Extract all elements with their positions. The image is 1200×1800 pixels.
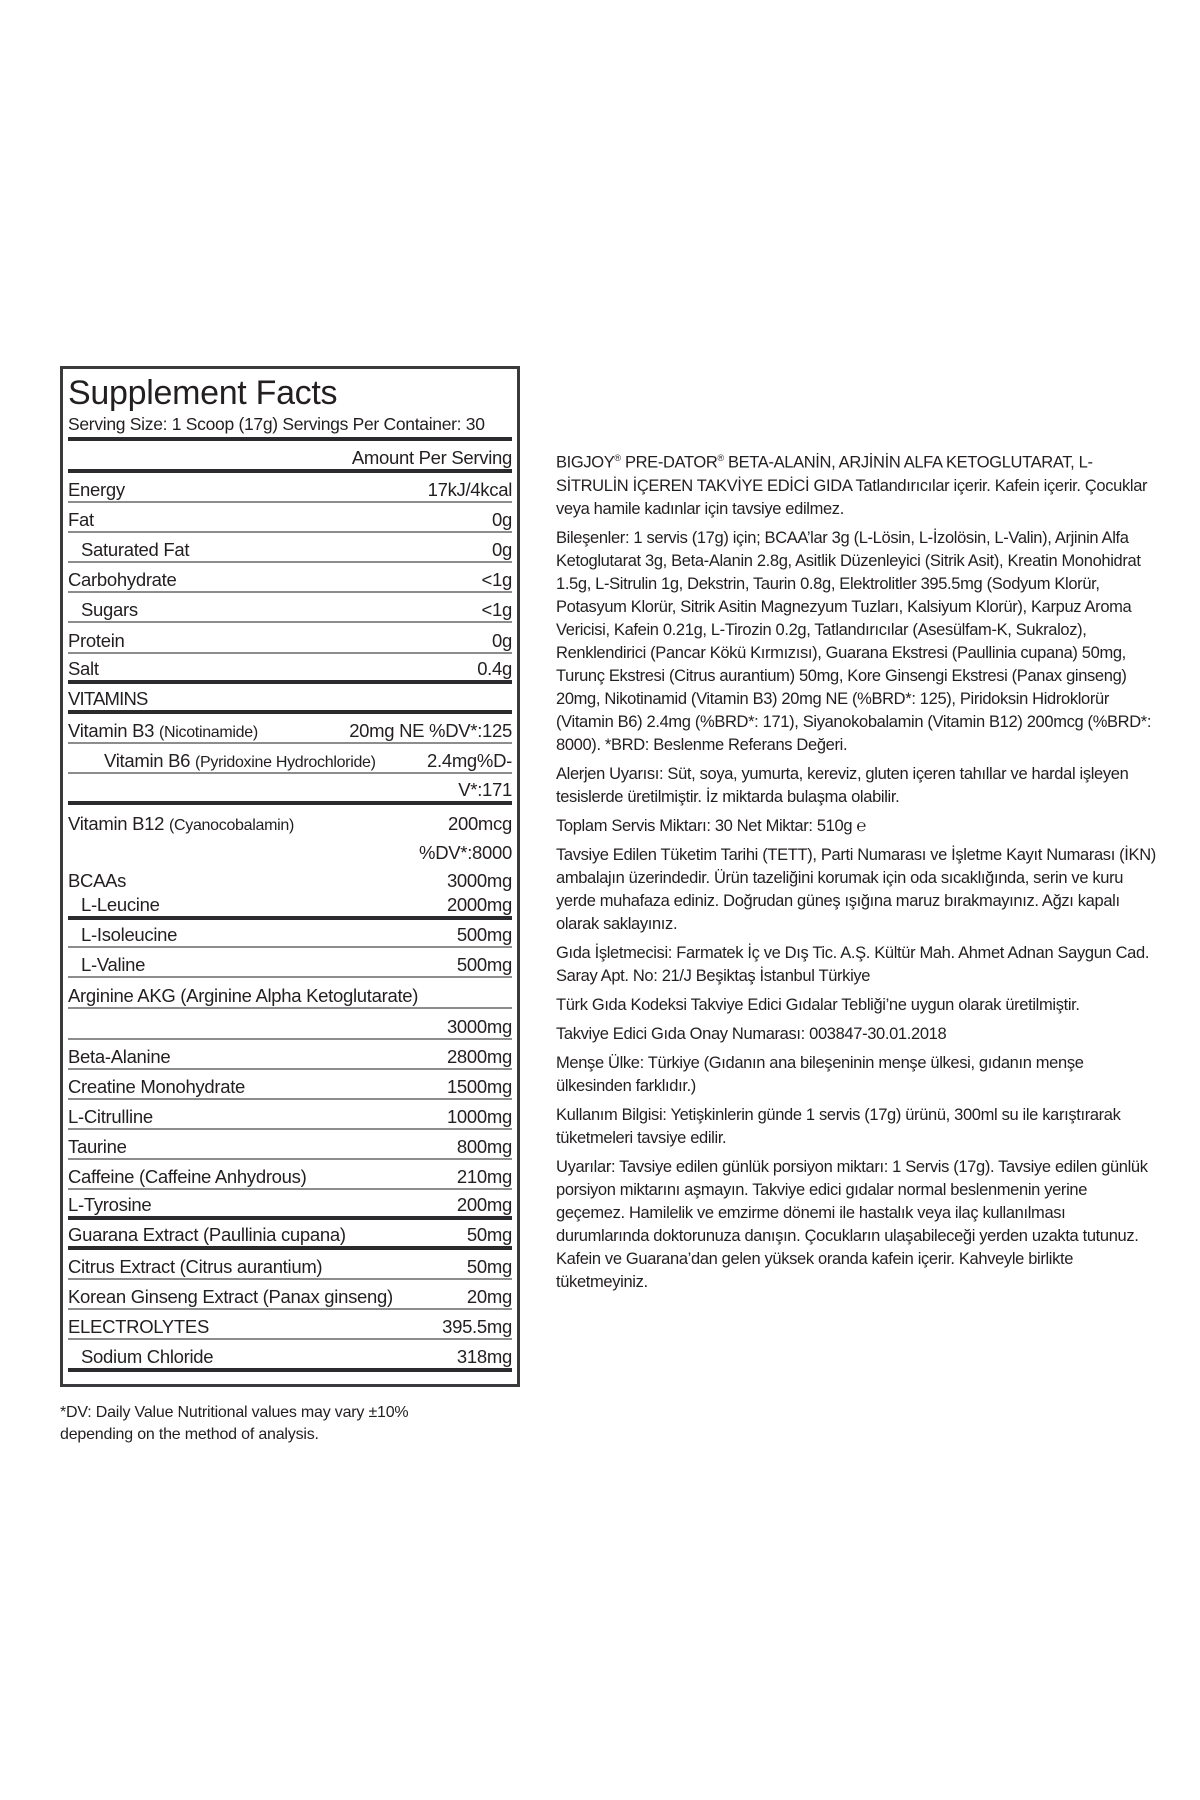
- product-warning: Tatlandırıcılar içerir. Kafein içerir. Çocuklar veya hamile kadınlar için tavsiye edilmez.: [556, 476, 1148, 518]
- nutrient-row-citrus-extract: [68, 1250, 512, 1280]
- nutrient-row-protein: [68, 623, 512, 654]
- nutrient-value: 0g: [492, 630, 512, 651]
- nutrient-value: 500mg: [456, 924, 512, 945]
- nutrient-value: 210mg: [456, 1166, 512, 1187]
- nutrient-label: Sodium Chloride: [81, 1346, 214, 1367]
- food-operator-paragraph: Gıda İşletmecisi: Farmatek İç ve Dış Tic. A.Ş. Kültür Mah. Ahmet Adnan Saygun Cad. Saray Apt. No: 21/J Beşiktaş İstanbul Türkiye: [556, 943, 1150, 985]
- nutrient-label: Korean Ginseng Extract (Panax ginseng): [68, 1286, 393, 1307]
- nutrient-value: 200mcg: [447, 813, 512, 834]
- ingredients-paragraph: Bileşenler: 1 servis (17g) için; BCAA’lar 3g (L-Lösin, L-İzolösin, L-Valin), Arjinin Alfa Ketoglutarat 3g, Beta-Alanin 2.8g, Asitlik Düzenleyici (Sitrik Asit), Kreatin Monohidrat 1.5g, L-Sitrulin 1g, Dekstrin, Taurin 0.8g, Elektrolitler 395.5mg (Sodyum Klorür, Potasyum Klorür, Sitrik Asitin Magnezyum Tuzları, Kalsiyum Klorür), Karpuz Aroma Vericisi, Kafein 0.21g, L-Tirozin 0.2g, Tatlandırıcılar (Asesülfam-K, Sukraloz), Renklendirici (Pancar Kökü Kırmızısı), Guarana Ekstresi (Paullinia cupana) 50mg, Turunç Ekstresi (Citrus aurantium) 50mg, Kore Ginsengi Ekstresi (Panax ginseng) 20mg, Nikotinamid (Vitamin B3) 20mg NE (%BRD*: 125), Piridoksin Hidroklorür (Vitamin B6) 2.4mg (%BRD*: 171), Siyanokobalamin (Vitamin B12) 200mcg (%BRD*: 8000). *BRD: Beslenme Referans Değeri.: [556, 528, 1152, 754]
- brand-name: BIGJOY: [556, 453, 615, 472]
- nutrient-value: 1000mg: [446, 1106, 512, 1127]
- nutrient-label: [68, 813, 294, 835]
- nutrient-row-guarana-extract: [68, 1220, 512, 1250]
- nutrient-value: 20mg: [466, 1286, 512, 1307]
- nutrient-label: Energy: [68, 479, 125, 500]
- registered-mark-icon: ®: [614, 453, 621, 463]
- daily-value-footnote: *DV: Daily Value Nutritional values may vary ±10% depending on the method of analysis.: [60, 1404, 409, 1443]
- turkish-label-text: [556, 447, 1156, 1300]
- nutrient-row-electrolytes: [68, 1310, 512, 1340]
- nutrient-row-arginine-akg: [68, 978, 512, 1009]
- nutrient-source: (Pyridoxine Hydrochloride): [194, 754, 376, 771]
- nutrient-label: Caffeine (Caffeine Anhydrous): [68, 1166, 307, 1187]
- nutrient-row-sugars: [68, 593, 512, 623]
- nutrient-label: Sugars: [81, 599, 138, 620]
- nutrient-value: <1g: [481, 569, 512, 590]
- nutrient-row-vitamin-b6: [68, 744, 512, 774]
- nutrient-label: Creatine Monohydrate: [68, 1076, 246, 1097]
- storage-paragraph: Tavsiye Edilen Tüketim Tarihi (TETT), Parti Numarası ve İşletme Kayıt Numarası (İKN) ambalajın üzerindedir. Ürün tazeliğini korumak için oda sıcaklığında, serin ve kuru yerde muhafaza ediniz. Doğrudan güneş ışığına maruz bırakmayınız. Ağzı kapalı olarak saklayınız.: [556, 845, 1156, 933]
- country-of-origin-paragraph: Menşe Ülke: Türkiye (Gıdanın ana bileşeninin menşe ülkesi, gıdanın menşe ülkesinden farklıdır.): [556, 1053, 1084, 1095]
- nutrient-row-vitamin-b12: [68, 805, 512, 835]
- nutrient-source: (Cyanocobalamin): [168, 817, 295, 834]
- nutrient-row-l-citrulline: [68, 1100, 512, 1130]
- nutrient-row-salt: [68, 654, 512, 684]
- nutrient-value: 395.5mg: [442, 1316, 512, 1337]
- registered-mark-icon: ®: [717, 453, 724, 463]
- nutrient-label: L-Tyrosine: [68, 1194, 152, 1215]
- nutrient-value: 200mg: [456, 1194, 512, 1215]
- nutrient-row-vitamin-b12-continued: [68, 835, 512, 864]
- nutrient-value: 2.4mg%D-: [427, 750, 512, 771]
- nutrient-row-beta-alanine: [68, 1040, 512, 1070]
- nutrient-label: Taurine: [68, 1136, 127, 1157]
- nutrient-value: <1g: [481, 599, 512, 620]
- nutrient-label: Carbohydrate: [68, 569, 177, 590]
- nutrient-label: [68, 720, 258, 742]
- product-name: PRE-DATOR: [620, 453, 718, 472]
- amount-per-serving-label: Amount Per Serving: [351, 447, 512, 468]
- nutrient-name: Vitamin B3: [68, 720, 155, 741]
- nutrient-value: 0g: [492, 539, 512, 560]
- nutrient-value: 2000mg: [446, 894, 512, 915]
- nutrient-value: 20mg NE %DV*:125: [349, 720, 512, 741]
- supplement-facts-content: [68, 369, 512, 1372]
- nutrient-row-l-leucine: [68, 892, 512, 920]
- supplement-facts-panel: [60, 366, 520, 1387]
- nutrient-value: 2800mg: [446, 1046, 512, 1067]
- nutrient-label: Saturated Fat: [81, 539, 190, 560]
- product-description: BETA-ALANİN, ARJİNİN ALFA KETOGLUTARAT, L-SİTRULİN İÇEREN TAKVİYE EDİCİ GIDA: [556, 453, 1093, 495]
- nutrient-label: L-Valine: [81, 954, 146, 975]
- nutrient-name: Vitamin B12: [68, 813, 165, 834]
- nutrient-row-sodium-chloride: [68, 1340, 512, 1372]
- nutrient-label: Citrus Extract (Citrus aurantium): [68, 1256, 323, 1277]
- nutrient-label: Beta-Alanine: [68, 1046, 171, 1067]
- nutrient-row-korean-ginseng-extract: [68, 1280, 512, 1310]
- nutrient-label: [68, 750, 376, 772]
- nutrient-row-l-valine: [68, 948, 512, 978]
- nutrient-value: 0.4g: [477, 658, 512, 679]
- nutrient-label: Protein: [68, 630, 125, 651]
- nutrient-row-creatine-monohydrate: [68, 1070, 512, 1100]
- nutrient-label: Fat: [68, 509, 94, 530]
- nutrient-row-carbohydrate: [68, 563, 512, 593]
- codex-compliance-paragraph: Türk Gıda Kodeksi Takviye Edici Gıdalar Tebliği’ne uygun olarak üretilmiştir.: [556, 995, 1080, 1014]
- usage-info-paragraph: Kullanım Bilgisi: Yetişkinlerin günde 1 servis (17g) ürünü, 300ml su ile karıştırarak tüketmeleri tavsiye edilir.: [556, 1105, 1121, 1147]
- nutrient-label: L-Citrulline: [68, 1106, 153, 1127]
- supplement-facts-title: Supplement Facts: [68, 374, 338, 412]
- allergen-warning-paragraph: Alerjen Uyarısı: Süt, soya, yumurta, kereviz, gluten içeren tahıllar ve hardal işleyen tesislerde üretilmiştir. İz miktarda bulaşma olabilir.: [556, 764, 1129, 806]
- nutrient-label: ELECTROLYTES: [68, 1316, 210, 1337]
- nutrient-value: 50mg: [466, 1224, 512, 1245]
- nutrient-row-energy: [68, 473, 512, 503]
- nutrient-row-vitamin-b3: [68, 714, 512, 744]
- nutrient-row-l-isoleucine: [68, 920, 512, 948]
- section-header-vitamins: [68, 684, 512, 714]
- net-quantity-paragraph: Toplam Servis Miktarı: 30 Net Miktar: 510g ℮: [556, 816, 866, 835]
- nutrient-row-saturated-fat: [68, 533, 512, 563]
- nutrient-name: Vitamin B6: [104, 750, 191, 771]
- nutrient-value: 17kJ/4kcal: [427, 479, 512, 500]
- nutrient-value: 318mg: [456, 1346, 512, 1367]
- nutrient-row-caffeine: [68, 1160, 512, 1190]
- nutrient-value: 500mg: [456, 954, 512, 975]
- nutrient-label: Arginine AKG (Arginine Alpha Ketoglutarate): [68, 985, 419, 1006]
- section-label: VITAMINS: [68, 688, 148, 709]
- nutrient-value: 3000mg: [446, 1016, 512, 1037]
- nutrient-source: (Nicotinamide): [158, 724, 258, 741]
- serving-size-line: Serving Size: 1 Scoop (17g) Servings Per Container: 30: [68, 413, 512, 441]
- nutrient-value: 50mg: [466, 1256, 512, 1277]
- nutrient-label: Salt: [68, 658, 99, 679]
- nutrient-value-continued: %DV*:8000: [419, 842, 512, 863]
- product-title-paragraph: [556, 447, 1156, 521]
- warnings-paragraph: Uyarılar: Tavsiye edilen günlük porsiyon miktarı: 1 Servis (17g). Tavsiye edilen günlük porsiyon miktarını aşmayın. Takviye edici gıdalar normal beslenmenin yerine geçemez. Hamilelik ve emzirme dönemi ile hastalık veya ilaç kullanılması durumlarında doktorunuza danışın. Çocukların ulaşabileceği yerden uzakta tutunuz. Kafein ve Guarana’dan gelen yüksek oranda kafein içerir. Kahveyle birlikte tüketmeyiniz.: [556, 1157, 1148, 1291]
- nutrient-value-continued: V*:171: [458, 779, 512, 800]
- nutrient-row-taurine: [68, 1130, 512, 1160]
- nutrient-value: 800mg: [456, 1136, 512, 1157]
- nutrient-label: BCAAs: [68, 870, 127, 891]
- nutrient-row-l-tyrosine: [68, 1190, 512, 1220]
- nutrient-label: L-Isoleucine: [81, 924, 178, 945]
- nutrient-label: L-Leucine: [81, 894, 160, 915]
- nutrient-label: Guarana Extract (Paullinia cupana): [68, 1224, 346, 1245]
- nutrient-row-fat: [68, 503, 512, 533]
- nutrient-value: 3000mg: [446, 870, 512, 891]
- nutrient-row-arginine-akg-value: [68, 1009, 512, 1040]
- nutrient-row-vitamin-b6-continued: [68, 774, 512, 805]
- approval-number-paragraph: Takviye Edici Gıda Onay Numarası: 003847-30.01.2018: [556, 1024, 947, 1043]
- nutrient-value: 1500mg: [446, 1076, 512, 1097]
- amount-per-serving-header: [68, 441, 512, 473]
- nutrient-value: 0g: [492, 509, 512, 530]
- nutrient-row-bcaas: [68, 864, 512, 892]
